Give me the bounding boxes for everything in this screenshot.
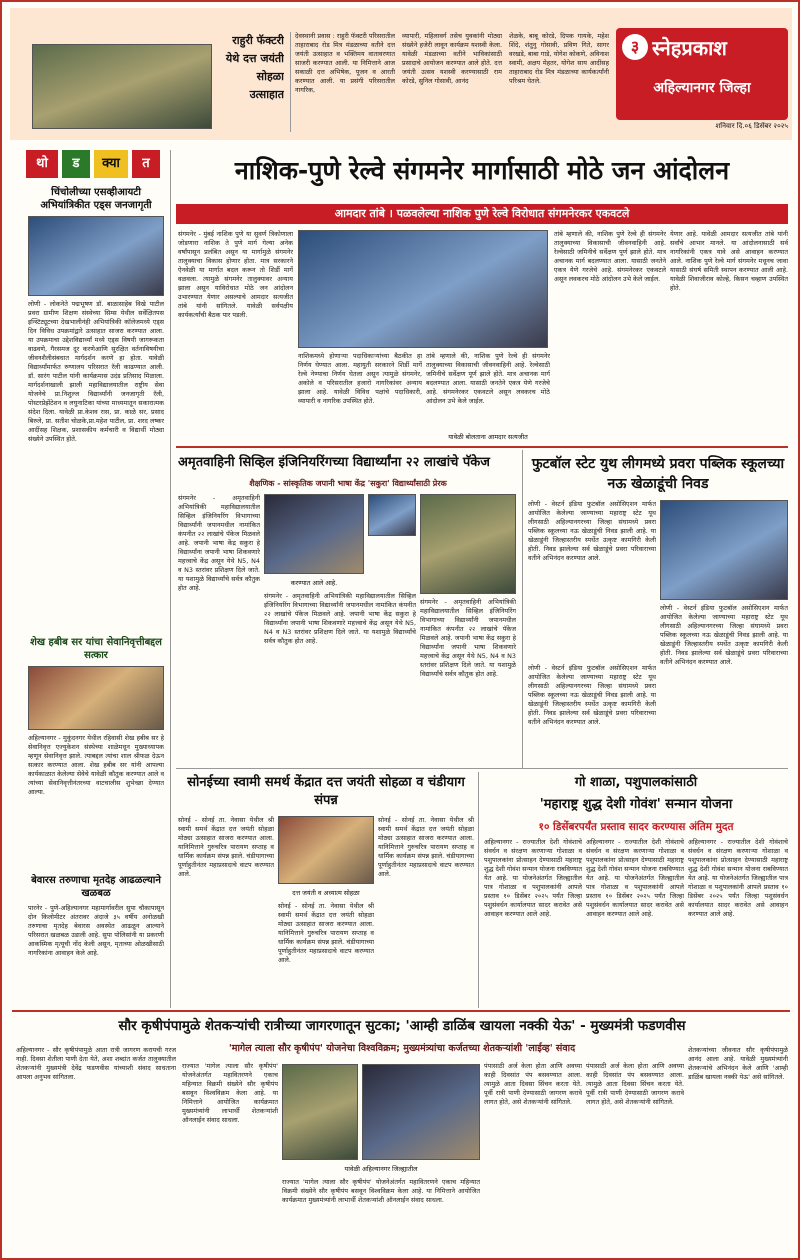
story1-text: लोणी - लोकनेते पद्मभूषण डॉ. बाळासाहेब विखे पाटील प्रवरा ग्रामीण शिक्षण संस्थेच्या सिम्स येथील सर्वेक्षितपस इन्स्टिट्यूटच्या देखभालीनंही अभियांत्रिकी कॉलेजमध्ये एड्स दिन विविध उपक्रमांद्वारे उत्साहात साजरा करण्यात आला. या उपक्रमाचा उद्देशविद्यार्थ्यां मध्ये एड्स विषयी जागरूकता वाढवणे, गैरसमज दूर करणेआणि सुरक्षित वर्तनाविषयीचा जीवनशैलीसंबधात मार्गदर्शन करणे हा होता. यावेळी विद्यार्थ्यांमार्फत रुग्णालय परिसरात रॅली काढण्यात आली. डॉ. सारंग पाटील यांनी कार्यक्रमास उदंड प्रतिसाद मिळाला. मार्गदर्शनाखाली झाली महाविद्यालयातील राष्ट्रीय सेवा योजनेचे प्रा.निशुल्ज विद्यार्थ्यांनी जनजागृती रॅली, पोस्टरप्रेझेंटेशन व लघुनाटिका यांच्या माध्यमातून सकारात्मक संदेश दिला. यावेळी प्रा.केशव रास, प्रा. काळे सर, प्रसाद बिरुले, प्रा. सतीश चोळके,प्रा.महेश पाटील, प्रा. शरद लष्कर आदींसह शिक्षक, प्रशासकीय कर्मचारी व विद्यार्थी मोठ्या संख्येने उपस्थित होते. xyxy=(28,300,164,443)
aids-awareness-photo xyxy=(28,216,164,296)
video-call-photo xyxy=(362,1064,480,1160)
datta-text-3: सोनई - सोनई ता. नेवासा येथील श्री स्वामी समर्थ केंद्रात दत्त जयंती सोहळा मोठ्या उत्साहात साजरा करण्यात आला. यानिमित्ताने गुरुचरित्र पारायण सप्ताह व धार्मिक कार्यक्रम संपन्न झाले. चंडीयागाच्या पूर्णाहुतीनंतर महाप्रसादाचे वाटप करण्यात आले. xyxy=(378,816,474,878)
bottom-text-4: शेतकऱ्यांच्या जीवनात सौर कृषीपंपामुळे आनंद आला आहे. यावेळी मुख्यमंत्र्यांनी शेतकऱ्यांचे अभिनंदन केले आणि 'आम्ही डाळिंब खायला नक्की येऊ' असे सांगितले. xyxy=(688,1046,788,1081)
bottom-text-1: अहिल्यानगर - सौर कृषीपंपामुळे आता रात्री जागरण करायची गरज नाही. दिवसा शेतीला पाणी देता येते, अशा शब्दांत कर्जत तालुक्यातील शेतकऱ्यांनी मुख्यमंत्री देवेंद्र फडणवीस यांच्याशी संवाद साधताना आपला अनुभव सांगितला. xyxy=(16,1046,176,1081)
package-text-2: संगमनेर - अमृतवाहिनी अभियांत्रिकी महाविद्यालयातील सिव्हिल इंजिनियरिंग विभागाच्या विद्यार्थ्यांनी जपानमधील नामांकित कंपनीत २२ लाखांचे पॅकेज मिळवले आहे. जपानी भाषा केंद्र सकुरा हे विद्यार्थ्यांना जपानी भाषा शिकवणारे महत्त्वाचे केंद्र असून येथे N5, N4 व N3 स्तरांवर प्रशिक्षण दिले जाते. या यशामुळे विद्यार्थ्यांचे सर्वत्र कौतुक होत आहे. xyxy=(264,592,416,645)
brand-box xyxy=(616,28,788,120)
bottom-text-3b: पंपासाठी अर्ज केला होता आणि अवघ्या काही दिवसांत पंप बसवण्यात आला. त्यामुळे आता दिवसा सिंचन करता येते. पूर्वी रात्री पाणी देण्यासाठी जागरण करावे लागत होते, असे शेतकऱ्यांनी सांगितले. xyxy=(586,1062,684,1106)
package-caption: करण्यात आले आहे. xyxy=(290,579,338,587)
main-col2: नाशिकमध्ये होणाऱ्या पदाधिकाऱ्यांच्या बैठकीत हा निर्णय घेण्यात आला. महायुती सरकारने शिर्डी मार्गे रेल्वे नेण्याचा निर्णय घेतला असून त्यामुळे संगमनेर, अकोले व परिसरातील हजारो नागरिकांवर अन्याय झाला आहे. यावेळी विविध पक्षांचे पदाधिकारी, व्यापारी व नागरिक उपस्थित होते. xyxy=(298,352,422,405)
datta-caption: दत्त जयंती व अध्यात्म सोहळा xyxy=(292,889,360,897)
thodkyat-letter-2: ड xyxy=(62,150,90,178)
bottom-headline: सौर कृषीपंपामुळे शेतकऱ्यांची रात्रीच्या जागरणातून सुटका; 'आम्ही डाळिंब खायला नक्की येऊ' - मुख्यमंत्री फडणवीस xyxy=(118,1018,686,1034)
datta-text: सोनई - सोनई ता. नेवासा येथील श्री स्वामी समर्थ केंद्रात दत्त जयंती सोहळा मोठ्या उत्साहात साजरा करण्यात आला. यानिमित्ताने गुरुचरित्र पारायण सप्ताह व धार्मिक कार्यक्रम संपन्न झाले. चंडीयागाच्या पूर्णाहुतीनंतर महाप्रसादाचे वाटप करण्यात आले. xyxy=(178,816,274,878)
farmer-photo xyxy=(282,1064,358,1160)
edition-name: अहिल्यानगर जिल्हा xyxy=(653,80,751,96)
main-col4: येणार आहे. यावेळी आमदार सत्यजीत तांबे यांनी सर्वांचे आभार मानले. या आंदोलनासाठी सर्व नागरिकांनी एकत्र यावे असे आवाहन करण्यात आले. नाशिक पुणे रेल्वे मार्ग संगमनेर मधूनच जावा यासाठी संघर्ष समिती स्थापन करण्यात आली आहे. यावेळी शिवाजीराव कोल्हे, किसन चव्हाण उपस्थित होते. xyxy=(670,230,788,292)
main-col1: संगमनेर - मुंबई नाशिक पुणे या सुवर्ण त्रिकोणाला जोडणारा नाशिक ते पुणे मार्ग गेल्या अनेक वर्षांपासून प्रलंबित असून या मार्गामुळे संगमनेर तालुक्याचा विकास होणार होता. मात्र सरकारने ऐनवेळी या मार्गात बदल करून तो शिर्डी मार्गे वळवला. त्यामुळे संगमनेर तालुक्यावर अन्याय झाला असून याविरोधात मोठे जन आंदोलन उभारण्यात येणार असल्याचे आमदार सत्यजीत तांबे यांनी सांगितले. यावेळी सर्वपक्षीय कार्यकर्त्यांची बैठक पार पडली. xyxy=(178,230,293,319)
datta-jayanti-photo xyxy=(32,44,212,129)
thodkyat-letter-3: क्या xyxy=(94,150,128,178)
story2-text: अहिल्यानगर - मुकुंदनगर येथील रहिवासी शेख हबीब सर हे सेवानिवृत्त एज्युकेशन संस्थेच्या शाळेमधून मुख्याध्यापक म्हणून सेवानिवृत्त झाले. त्याबद्दल त्यांचा शाल श्रीफळ देऊन सत्कार करण्यात आला. शेख हबीब सर यांनी आपल्या कार्यकाळात केलेल्या सेवेचे यावेळी कौतुक करण्यात आले व त्यांच्या सेवानिवृत्तीनंतरच्या वाटचालीस शुभेच्छा देण्यात आल्या. xyxy=(28,734,164,796)
story1-title: चिंचोलीच्या एसव्हीआयटी अभियांत्रिकीत एड्स जनजागृती xyxy=(40,187,152,211)
bottom-text-2b: राज्यात 'मागेल त्याला सौर कृषीपंप' योजनेअंतर्गत महावितरणने एकाच महिन्यात विक्रमी संख्येने सौर कृषीपंप बसवून विश्वविक्रम केला आहे. या निमित्ताने आयोजित कार्यक्रमात मुख्यमंत्र्यांनी लाभार्थी शेतकऱ्यांशी ऑनलाईन संवाद साधला. xyxy=(282,1178,480,1204)
bottom-caption: यावेळी अहिल्यानगर जिल्ह्यातील xyxy=(344,1165,418,1173)
bottom-text-2: राज्यात 'मागेल त्याला सौर कृषीपंप' योजनेअंतर्गत महावितरणने एकाच महिन्यात विक्रमी संख्येने सौर कृषीपंप बसवून विश्वविक्रम केला आहे. या निमित्ताने आयोजित कार्यक्रमात मुख्यमंत्र्यांनी लाभार्थी शेतकऱ्यांशी ऑनलाईन संवाद साधला. xyxy=(182,1062,278,1124)
top-label: राहुरी फॅक्टरी येथे दत्त जयंती सोहळा उत्साहात xyxy=(225,34,284,101)
top-text-col3: शेळके, बाबू कोरडे, दिपक गायके, महेश शिंदे, शंतुनु गोसावी, प्रविण गिते, सागर वरखडे, बाबा गाडे, योगेश कोकणे, अविनाश स्वामी, अक्षय मेहतर, योगेश साय आदींसह ताहाराबाद रोड मित्र मंडळाच्या कार्यकर्त्यांनी परिश्रम घेतले. xyxy=(509,32,609,85)
main-photo-caption: यावेळी बोलताना आमदार सत्यजीत xyxy=(448,433,528,441)
football-text-3: लोणी - वेस्टर्न इंडिया फुटबॉल असोसिएशन मार्फत आयोजित केलेल्या जाण्याच्या महाराष्ट्र स्टेट यूथ लीगसाठी अहिल्यानगरच्या जिल्हा संघामध्ये प्रवरा पब्लिक स्कूलच्या नऊ खेळाडूंची निवड झाली आहे. या खेळाडूंनी जिल्हास्तरीय स्पर्धेत उत्कृष्ट कामगिरी केली होती. निवड झालेल्या सर्व खेळाडूंचे प्रवरा परिवाराच्या वतीने अभिनंदन करण्यात आले. xyxy=(660,604,788,666)
college-building-photo xyxy=(264,494,364,574)
package-subhead: शैक्षणिक - सांस्कृतिक जपानी भाषा केंद्र 'सकुरा' विद्यार्थ्यांसाठी प्रेरक xyxy=(249,479,447,488)
gaushala-text-3: अहिल्यानगर - राज्यातील देशी गोवंशाचे संवर्धन व संरक्षण करणाऱ्या गोशाळा व पशुपालकांना प्रोत्साहन देण्यासाठी महाराष्ट्र शुद्ध देशी गोवंश सन्मान योजना राबविण्यात येत आहे. या योजनेअंतर्गत जिल्ह्यातील पात्र गोशाळा व पशुपालकांनी आपले प्रस्ताव १० डिसेंबर २०२५ पर्यंत जिल्हा पशुसंवर्धन कार्यालयात सादर करावेत असे आवाहन करण्यात आले आहे. xyxy=(688,838,788,918)
top-text-col1: देवस्थानी प्रवास : राहुरी फॅक्टरी परिसरातील ताहाराबाद रोड मित्र मंडळाच्या वतीने दत्त जयंती उत्साहात व भक्तिमय वातावरणात साजरी करण्यात आली. या निमित्ताने आज सकाळी दत्त अभिषेक, पूजन व आरती करण्यात आली. या प्रसंगी परिसरातील नागरिक, xyxy=(295,32,395,94)
main-subhead: आमदार तांबे । पळवलेल्या नाशिक पुणे रेल्वे विरोधात संगमनेरकर एकवटले xyxy=(176,204,788,224)
main-col3b: तांबे म्हणाले की, नाशिक पुणे रेल्वे ही संगमनेर तालुक्याच्या विकासाची जीवनवाहिनी आहे. रेल्वेसाठी जमिनीचे सर्वेक्षण पूर्ण झाले होते. मात्र अचानक मार्ग बदलण्यात आला. यासाठी जनतेने एकत्र येणे गरजेचे आहे. संगमनेरकर एकवटले असून लवकरच मोठे आंदोलन उभे केले जाईल. xyxy=(554,230,666,283)
package-text-3: संगमनेर - अमृतवाहिनी अभियांत्रिकी महाविद्यालयातील सिव्हिल इंजिनियरिंग विभागाच्या विद्यार्थ्यांनी जपानमधील नामांकित कंपनीत २२ लाखांचे पॅकेज मिळवले आहे. जपानी भाषा केंद्र सकुरा हे विद्यार्थ्यांना जपानी भाषा शिकवणारे महत्त्वाचे केंद्र असून येथे N5, N4 व N3 स्तरांवर प्रशिक्षण दिले जाते. या यशामुळे विद्यार्थ्यांचे सर्वत्र कौतुक होत आहे. xyxy=(420,598,516,678)
datta-headline: सोनईच्या स्वामी समर्थ केंद्रात दत्त जयंती सोहळा व चंडीयाग संपन्न xyxy=(187,775,465,808)
datta-text-2: सोनई - सोनई ता. नेवासा येथील श्री स्वामी समर्थ केंद्रात दत्त जयंती सोहळा मोठ्या उत्साहात साजरा करण्यात आला. यानिमित्ताने गुरुचरित्र पारायण सप्ताह व धार्मिक कार्यक्रम संपन्न झाले. चंडीयागाच्या पूर्णाहुतीनंतर महाप्रसादाचे वाटप करण्यात आले. xyxy=(278,902,374,964)
thodkyat-letter-1: थो xyxy=(26,150,58,178)
football-text-2: लोणी - वेस्टर्न इंडिया फुटबॉल असोसिएशन मार्फत आयोजित केलेल्या जाण्याच्या महाराष्ट्र स्टेट यूथ लीगसाठी अहिल्यानगरच्या जिल्हा संघामध्ये प्रवरा पब्लिक स्कूलच्या नऊ खेळाडूंची निवड झाली आहे. या खेळाडूंनी जिल्हास्तरीय स्पर्धेत उत्कृष्ट कामगिरी केली होती. निवड झालेल्या सर्व खेळाडूंचे प्रवरा परिवाराच्या वतीने अभिनंदन करण्यात आले. xyxy=(528,664,656,726)
football-text: लोणी - वेस्टर्न इंडिया फुटबॉल असोसिएशन मार्फत आयोजित केलेल्या जाण्याच्या महाराष्ट्र स्टेट यूथ लीगसाठी अहिल्यानगरच्या जिल्हा संघामध्ये प्रवरा पब्लिक स्कूलच्या नऊ खेळाडूंची निवड झाली आहे. या खेळाडूंनी जिल्हास्तरीय स्पर्धेत उत्कृष्ट कामगिरी केली होती. निवड झालेल्या सर्व खेळाडूंचे प्रवरा परिवाराच्या वतीने अभिनंदन करण्यात आले. xyxy=(528,500,656,562)
story3-title: बेवारस तरुणाचा मृतदेह आढळल्याने खळबळ xyxy=(31,875,161,899)
felicitation-photo xyxy=(28,666,164,730)
bottom-text-3: पंपासाठी अर्ज केला होता आणि अवघ्या काही दिवसांत पंप बसवण्यात आला. त्यामुळे आता दिवसा सिंचन करता येते. पूर्वी रात्री पाणी देण्यासाठी जागरण करावे लागत होते, असे शेतकऱ्यांनी सांगितले. xyxy=(484,1062,582,1106)
students-group-photo xyxy=(420,494,516,594)
student-photo-1 xyxy=(368,494,416,536)
football-headline: फुटबॉल स्टेट युथ लीगमध्ये प्रवरा पब्लिक स्कूलच्या नऊ खेळाडूंची निवड xyxy=(531,456,785,492)
thodkyat-box xyxy=(26,150,166,180)
datta-ceremony-photo xyxy=(278,816,374,884)
gaushala-headline2: 'महाराष्ट्र शुद्ध देशी गोवंश' सन्मान योजना xyxy=(539,797,733,812)
main-col3: तांबे म्हणाले की, नाशिक पुणे रेल्वे ही संगमनेर तालुक्याच्या विकासाची जीवनवाहिनी आहे. रेल्वेसाठी जमिनीचे सर्वेक्षण पूर्ण झाले होते. मात्र अचानक मार्ग बदलण्यात आला. यासाठी जनतेने एकत्र येणे गरजेचे आहे. संगमनेरकर एकवटले असून लवकरच मोठे आंदोलन उभे केले जाईल. xyxy=(426,352,550,405)
bottom-subhead: 'मागेल त्याला सौर कृषीपंप' योजनेचा विश्वविक्रम; मुख्यमंत्र्यांचा कर्जतच्या शेतकऱ्यांशी 'लाईव्ह' संवाद xyxy=(228,1043,576,1054)
brand-name: स्नेहप्रकाश xyxy=(652,36,727,60)
football-team-photo xyxy=(660,500,788,600)
story2-title: शेख हबीब सर यांचा सेवानिवृत्तीबद्दल सत्कार xyxy=(30,637,162,661)
meeting-photo xyxy=(298,230,548,348)
main-headline: नाशिक-पुणे रेल्वे संगमनेर मार्गासाठी मोठे जन आंदोलन xyxy=(234,156,730,185)
gaushala-deadline: १० डिसेंबरपर्यंत प्रस्ताव सादर करण्यास अंतिम मुदत xyxy=(538,821,734,833)
page-number: ३ xyxy=(622,34,648,60)
gaushala-text-2: अहिल्यानगर - राज्यातील देशी गोवंशाचे संवर्धन व संरक्षण करणाऱ्या गोशाळा व पशुपालकांना प्रोत्साहन देण्यासाठी महाराष्ट्र शुद्ध देशी गोवंश सन्मान योजना राबविण्यात येत आहे. या योजनेअंतर्गत जिल्ह्यातील पात्र गोशाळा व पशुपालकांनी आपले प्रस्ताव १० डिसेंबर २०२५ पर्यंत जिल्हा पशुसंवर्धन कार्यालयात सादर करावेत असे आवाहन करण्यात आले आहे. xyxy=(586,838,684,918)
package-text: संगमनेर - अमृतवाहिनी अभियांत्रिकी महाविद्यालयातील सिव्हिल इंजिनियरिंग विभागाच्या विद्यार्थ्यांनी जपानमधील नामांकित कंपनीत २२ लाखांचे पॅकेज मिळवले आहे. जपानी भाषा केंद्र सकुरा हे विद्यार्थ्यांना जपानी भाषा शिकवणारे महत्त्वाचे केंद्र असून येथे N5, N4 व N3 स्तरांवर प्रशिक्षण दिले जाते. या यशामुळे विद्यार्थ्यांचे सर्वत्र कौतुक होत आहे. xyxy=(178,494,260,592)
story3-text: पारनेर - पुणे-अहिल्यानगर महामार्गावरील सुपा चौकापासून दोन किलोमीटर अंतरावर अंदाजे ३५ वर्षीय अनोळखी तरुणाचा मृतदेह बेवारस अवस्थेत आढळून आल्याने परिसरात खळबळ उडाली आहे. सुपा पोलिसांनी या प्रकरणी आकस्मिक मृत्यूची नोंद केली असून, मृताच्या ओळखीसाठी नागरिकांना आवाहन केले आहे. xyxy=(28,904,164,957)
gaushala-text: अहिल्यानगर - राज्यातील देशी गोवंशाचे संवर्धन व संरक्षण करणाऱ्या गोशाळा व पशुपालकांना प्रोत्साहन देण्यासाठी महाराष्ट्र शुद्ध देशी गोवंश सन्मान योजना राबविण्यात येत आहे. या योजनेअंतर्गत जिल्ह्यातील पात्र गोशाळा व पशुपालकांनी आपले प्रस्ताव १० डिसेंबर २०२५ पर्यंत जिल्हा पशुसंवर्धन कार्यालयात सादर करावेत असे आवाहन करण्यात आले आहे. xyxy=(484,838,582,918)
gaushala-headline1: गो शाळा, पशुपालकांसाठी xyxy=(574,775,698,790)
issue-date: शनिवार दि.०६ डिसेंबर २०२५ xyxy=(715,122,788,130)
package-headline: अमृतवाहिनी सिव्हिल इंजिनियरिंगच्या विद्यार्थ्यांना २२ लाखांचे पॅकेज xyxy=(178,455,490,470)
thodkyat-letter-4: त xyxy=(132,150,160,178)
top-text-col2: व्यापारी, महिलावर्ग तसेच युवकांनी मोठ्या संख्येने हजेरी लावून कार्यक्रम यशस्वी केला. यावेळी मंडळाच्या वतीने भाविकांसाठी प्रसादाचे आयोजन करण्यात आले होते. दत्त जयंती उत्सव यशस्वी करण्यासाठी राम कोरडे, सुनिल गोसावी, आनंद xyxy=(402,32,502,85)
